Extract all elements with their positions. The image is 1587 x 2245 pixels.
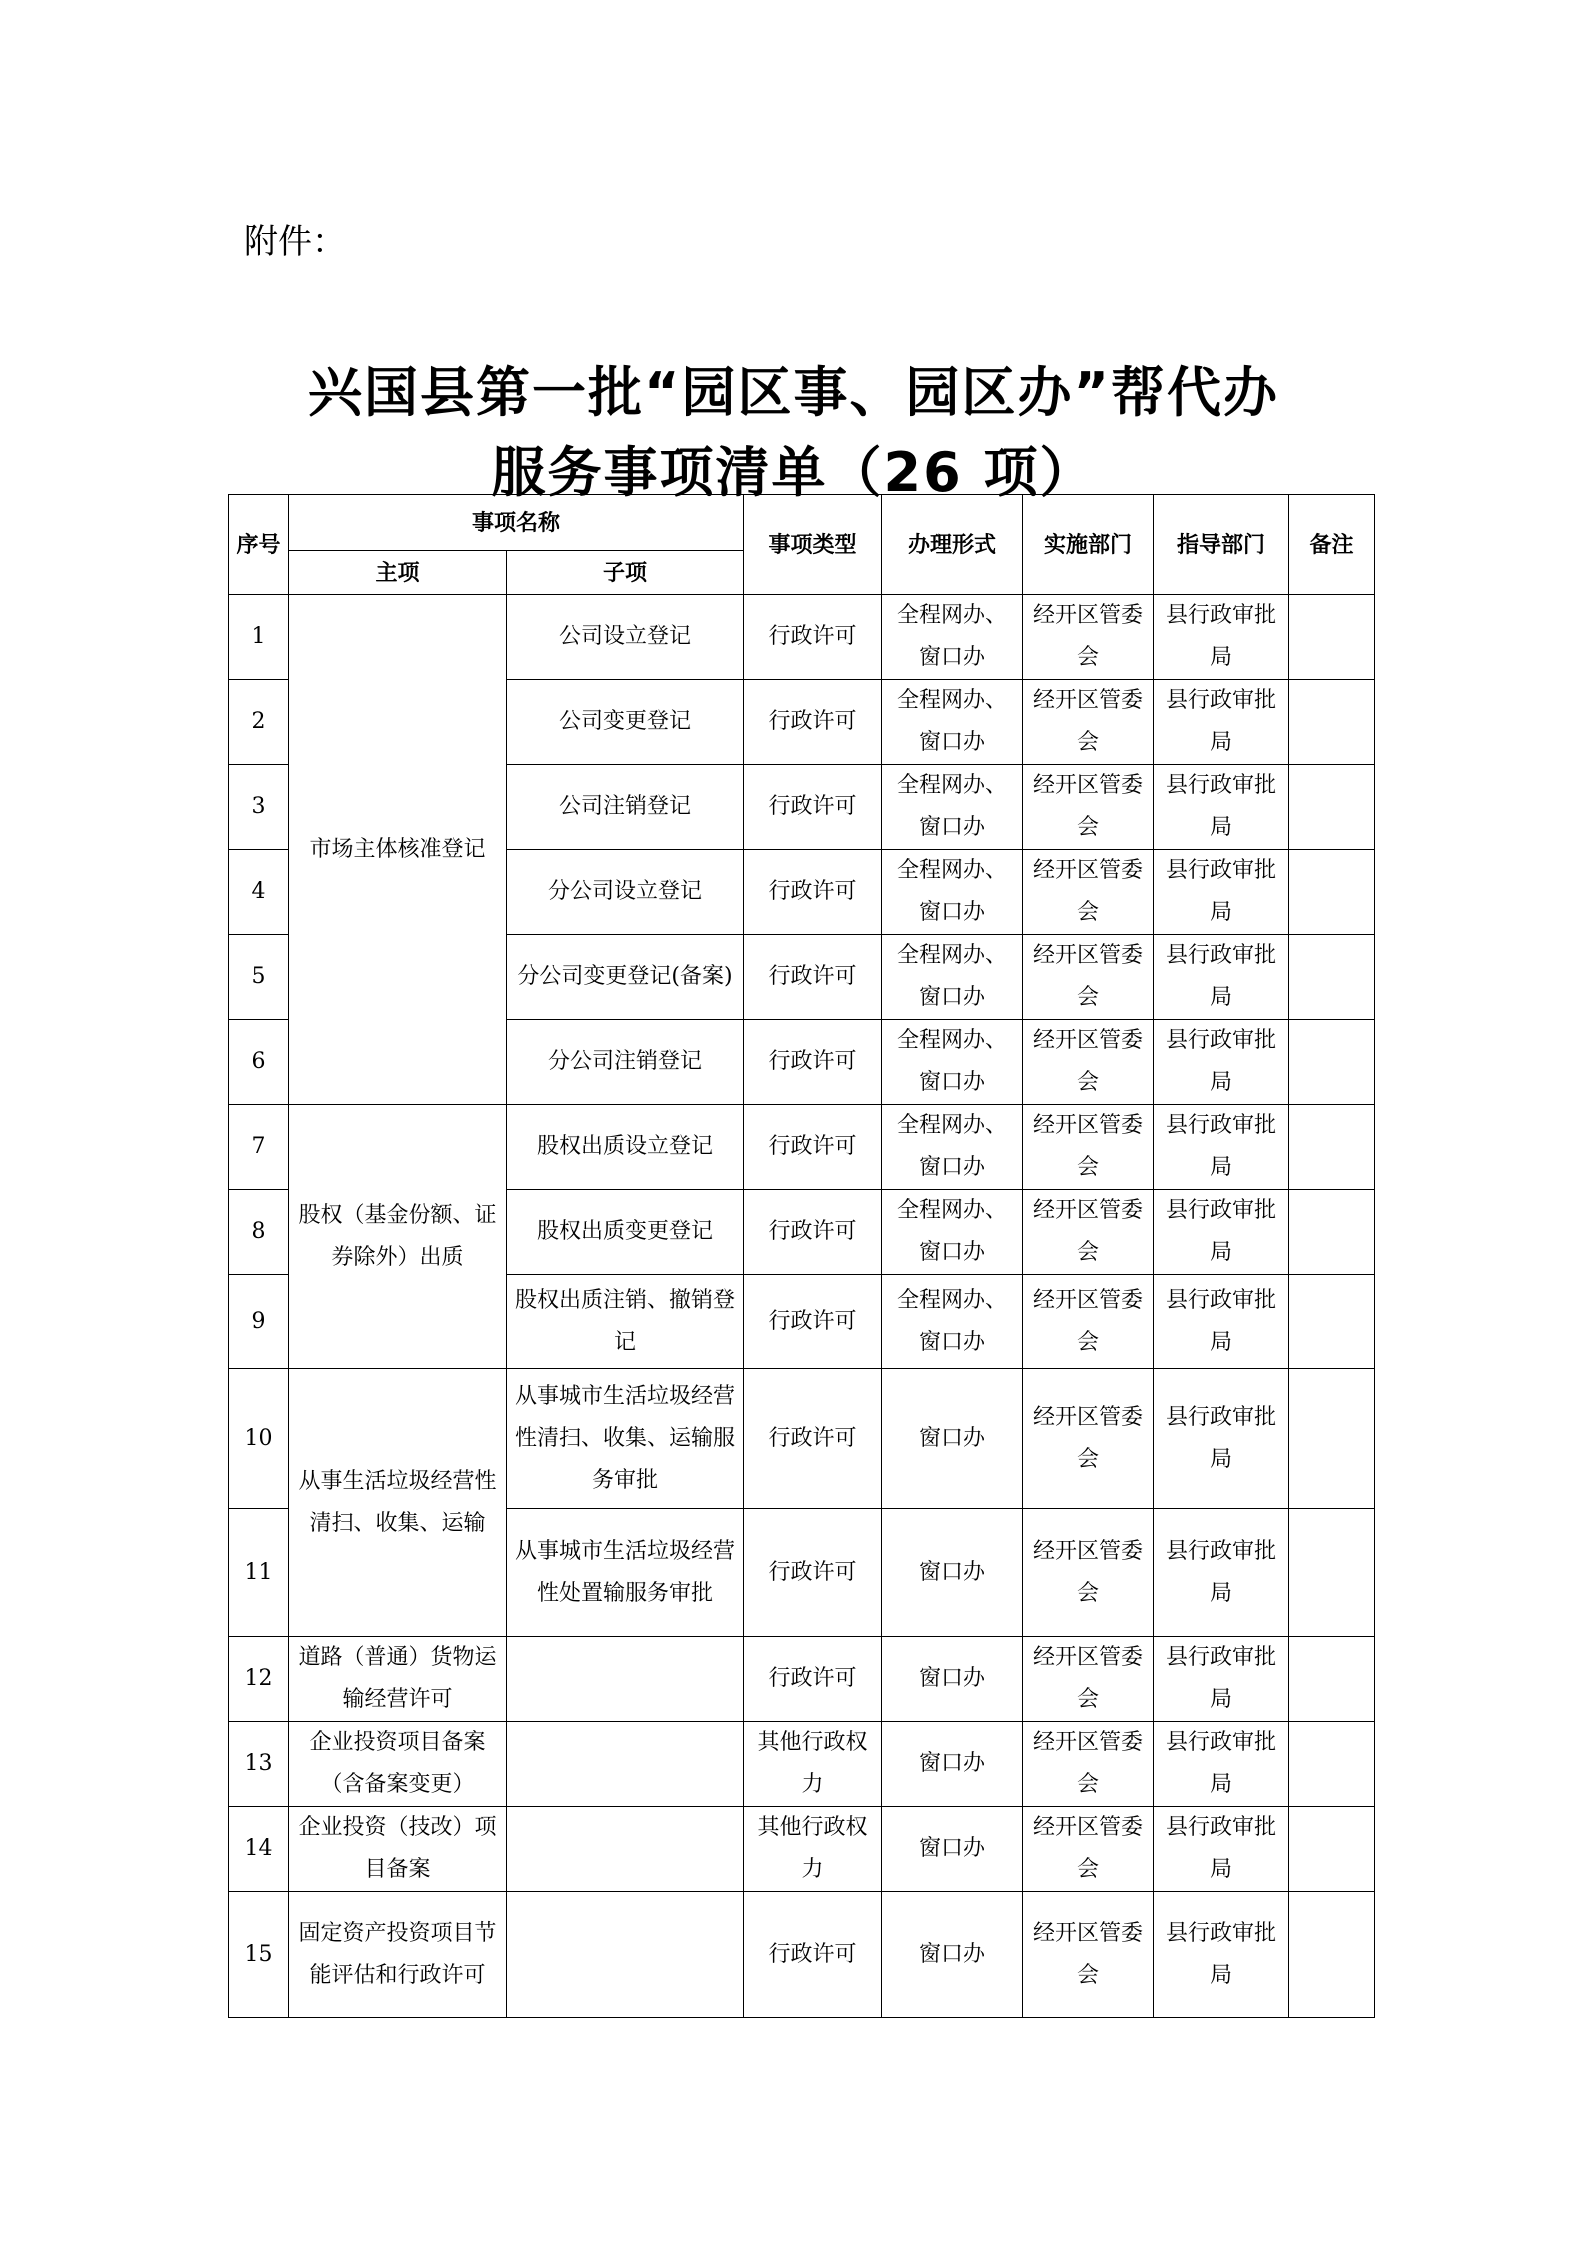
cell-form: 全程网办、窗口办	[882, 1020, 1023, 1105]
cell-type: 行政许可	[744, 680, 882, 765]
cell-sub: 股权出质设立登记	[507, 1105, 744, 1190]
cell-seq: 1	[229, 595, 289, 680]
cell-sub: 从事城市生活垃圾经营性处置输服务审批	[507, 1509, 744, 1637]
cell-sub	[507, 1892, 744, 2018]
cell-dept: 经开区管委会	[1023, 935, 1154, 1020]
cell-guide: 县行政审批局	[1154, 1020, 1289, 1105]
cell-type: 行政许可	[744, 1892, 882, 2018]
cell-dept: 经开区管委会	[1023, 1722, 1154, 1807]
document-title-line-1: 兴国县第一批“园区事、园区办”帮代办	[308, 361, 1279, 424]
cell-main: 企业投资项目备案（含备案变更）	[289, 1722, 507, 1807]
cell-dept: 经开区管委会	[1023, 1105, 1154, 1190]
cell-type: 行政许可	[744, 1020, 882, 1105]
cell-guide: 县行政审批局	[1154, 1369, 1289, 1509]
header-note: 备注	[1289, 495, 1375, 595]
cell-note	[1289, 935, 1375, 1020]
cell-guide: 县行政审批局	[1154, 1509, 1289, 1637]
cell-seq: 14	[229, 1807, 289, 1892]
cell-type: 行政许可	[744, 1190, 882, 1275]
cell-note	[1289, 1807, 1375, 1892]
cell-sub: 从事城市生活垃圾经营性清扫、收集、运输服务审批	[507, 1369, 744, 1509]
table-row	[229, 1722, 1375, 1807]
header-guide: 指导部门	[1154, 495, 1289, 595]
cell-sub: 公司注销登记	[507, 765, 744, 850]
header-type: 事项类型	[744, 495, 882, 595]
cell-guide: 县行政审批局	[1154, 680, 1289, 765]
cell-guide: 县行政审批局	[1154, 935, 1289, 1020]
cell-note	[1289, 1637, 1375, 1722]
cell-seq: 12	[229, 1637, 289, 1722]
cell-note	[1289, 765, 1375, 850]
header-dept: 实施部门	[1023, 495, 1154, 595]
cell-form: 窗口办	[882, 1369, 1023, 1509]
cell-sub: 公司设立登记	[507, 595, 744, 680]
cell-note	[1289, 1190, 1375, 1275]
document-title-line-2: 服务事项清单（26 项）	[491, 441, 1096, 504]
table-row	[229, 1892, 1375, 2018]
cell-seq: 5	[229, 935, 289, 1020]
cell-dept: 经开区管委会	[1023, 1369, 1154, 1509]
cell-note	[1289, 1892, 1375, 2018]
cell-form: 全程网办、窗口办	[882, 595, 1023, 680]
cell-sub: 公司变更登记	[507, 680, 744, 765]
cell-note	[1289, 1275, 1375, 1369]
cell-form: 全程网办、窗口办	[882, 1275, 1023, 1369]
cell-seq: 9	[229, 1275, 289, 1369]
cell-sub	[507, 1722, 744, 1807]
cell-seq: 4	[229, 850, 289, 935]
cell-dept: 经开区管委会	[1023, 1190, 1154, 1275]
header-item-name: 事项名称	[289, 495, 744, 551]
cell-guide: 县行政审批局	[1154, 765, 1289, 850]
cell-sub	[507, 1807, 744, 1892]
cell-note	[1289, 1509, 1375, 1637]
cell-type: 其他行政权力	[744, 1807, 882, 1892]
cell-seq: 3	[229, 765, 289, 850]
attachment-label: 附件：	[244, 222, 346, 262]
cell-sub: 分公司注销登记	[507, 1020, 744, 1105]
cell-type: 行政许可	[744, 1637, 882, 1722]
cell-form: 全程网办、窗口办	[882, 765, 1023, 850]
cell-note	[1289, 1105, 1375, 1190]
table-row	[229, 1807, 1375, 1892]
cell-seq: 13	[229, 1722, 289, 1807]
cell-dept: 经开区管委会	[1023, 850, 1154, 935]
header-sub-item: 子项	[507, 551, 744, 595]
cell-main-group: 市场主体核准登记	[289, 595, 507, 1105]
cell-seq: 2	[229, 680, 289, 765]
cell-seq: 7	[229, 1105, 289, 1190]
cell-guide: 县行政审批局	[1154, 1807, 1289, 1892]
service-items-table	[228, 494, 1375, 2018]
cell-form: 窗口办	[882, 1892, 1023, 2018]
cell-dept: 经开区管委会	[1023, 595, 1154, 680]
table-row	[229, 1369, 1375, 1509]
cell-form: 窗口办	[882, 1807, 1023, 1892]
cell-seq: 15	[229, 1892, 289, 2018]
cell-main: 道路（普通）货物运输经营许可	[289, 1637, 507, 1722]
cell-type: 行政许可	[744, 1509, 882, 1637]
cell-type: 行政许可	[744, 1369, 882, 1509]
cell-dept: 经开区管委会	[1023, 1509, 1154, 1637]
table-row	[229, 1637, 1375, 1722]
cell-note	[1289, 1722, 1375, 1807]
cell-guide: 县行政审批局	[1154, 1275, 1289, 1369]
cell-type: 行政许可	[744, 1275, 882, 1369]
table-row	[229, 1105, 1375, 1190]
cell-dept: 经开区管委会	[1023, 680, 1154, 765]
cell-dept: 经开区管委会	[1023, 765, 1154, 850]
cell-type: 行政许可	[744, 850, 882, 935]
cell-form: 全程网办、窗口办	[882, 680, 1023, 765]
cell-guide: 县行政审批局	[1154, 1105, 1289, 1190]
header-row	[229, 495, 1375, 551]
header-form: 办理形式	[882, 495, 1023, 595]
cell-sub	[507, 1637, 744, 1722]
cell-seq: 11	[229, 1509, 289, 1637]
cell-form: 窗口办	[882, 1722, 1023, 1807]
cell-sub: 分公司变更登记(备案)	[507, 935, 744, 1020]
cell-guide: 县行政审批局	[1154, 850, 1289, 935]
cell-dept: 经开区管委会	[1023, 1275, 1154, 1369]
cell-note	[1289, 1020, 1375, 1105]
cell-sub: 分公司设立登记	[507, 850, 744, 935]
cell-seq: 10	[229, 1369, 289, 1509]
cell-type: 行政许可	[744, 935, 882, 1020]
header-seq: 序号	[229, 495, 289, 595]
cell-main: 企业投资（技改）项目备案	[289, 1807, 507, 1892]
cell-dept: 经开区管委会	[1023, 1637, 1154, 1722]
header-main-item: 主项	[289, 551, 507, 595]
cell-guide: 县行政审批局	[1154, 1190, 1289, 1275]
cell-form: 全程网办、窗口办	[882, 935, 1023, 1020]
cell-guide: 县行政审批局	[1154, 1892, 1289, 2018]
cell-guide: 县行政审批局	[1154, 1722, 1289, 1807]
cell-type: 行政许可	[744, 1105, 882, 1190]
cell-note	[1289, 850, 1375, 935]
cell-main: 固定资产投资项目节能评估和行政许可	[289, 1892, 507, 2018]
table-row	[229, 595, 1375, 680]
cell-note	[1289, 680, 1375, 765]
cell-note	[1289, 1369, 1375, 1509]
cell-type: 行政许可	[744, 765, 882, 850]
cell-sub: 股权出质变更登记	[507, 1190, 744, 1275]
cell-form: 全程网办、窗口办	[882, 1190, 1023, 1275]
cell-type: 行政许可	[744, 595, 882, 680]
cell-seq: 6	[229, 1020, 289, 1105]
cell-seq: 8	[229, 1190, 289, 1275]
cell-dept: 经开区管委会	[1023, 1807, 1154, 1892]
cell-form: 全程网办、窗口办	[882, 850, 1023, 935]
cell-guide: 县行政审批局	[1154, 1637, 1289, 1722]
cell-guide: 县行政审批局	[1154, 595, 1289, 680]
cell-main-group: 从事生活垃圾经营性清扫、收集、运输	[289, 1369, 507, 1637]
cell-form: 窗口办	[882, 1637, 1023, 1722]
cell-form: 窗口办	[882, 1509, 1023, 1637]
cell-dept: 经开区管委会	[1023, 1020, 1154, 1105]
cell-dept: 经开区管委会	[1023, 1892, 1154, 2018]
cell-note	[1289, 595, 1375, 680]
cell-type: 其他行政权力	[744, 1722, 882, 1807]
cell-main-group: 股权（基金份额、证券除外）出质	[289, 1105, 507, 1369]
cell-sub: 股权出质注销、撤销登记	[507, 1275, 744, 1369]
cell-form: 全程网办、窗口办	[882, 1105, 1023, 1190]
